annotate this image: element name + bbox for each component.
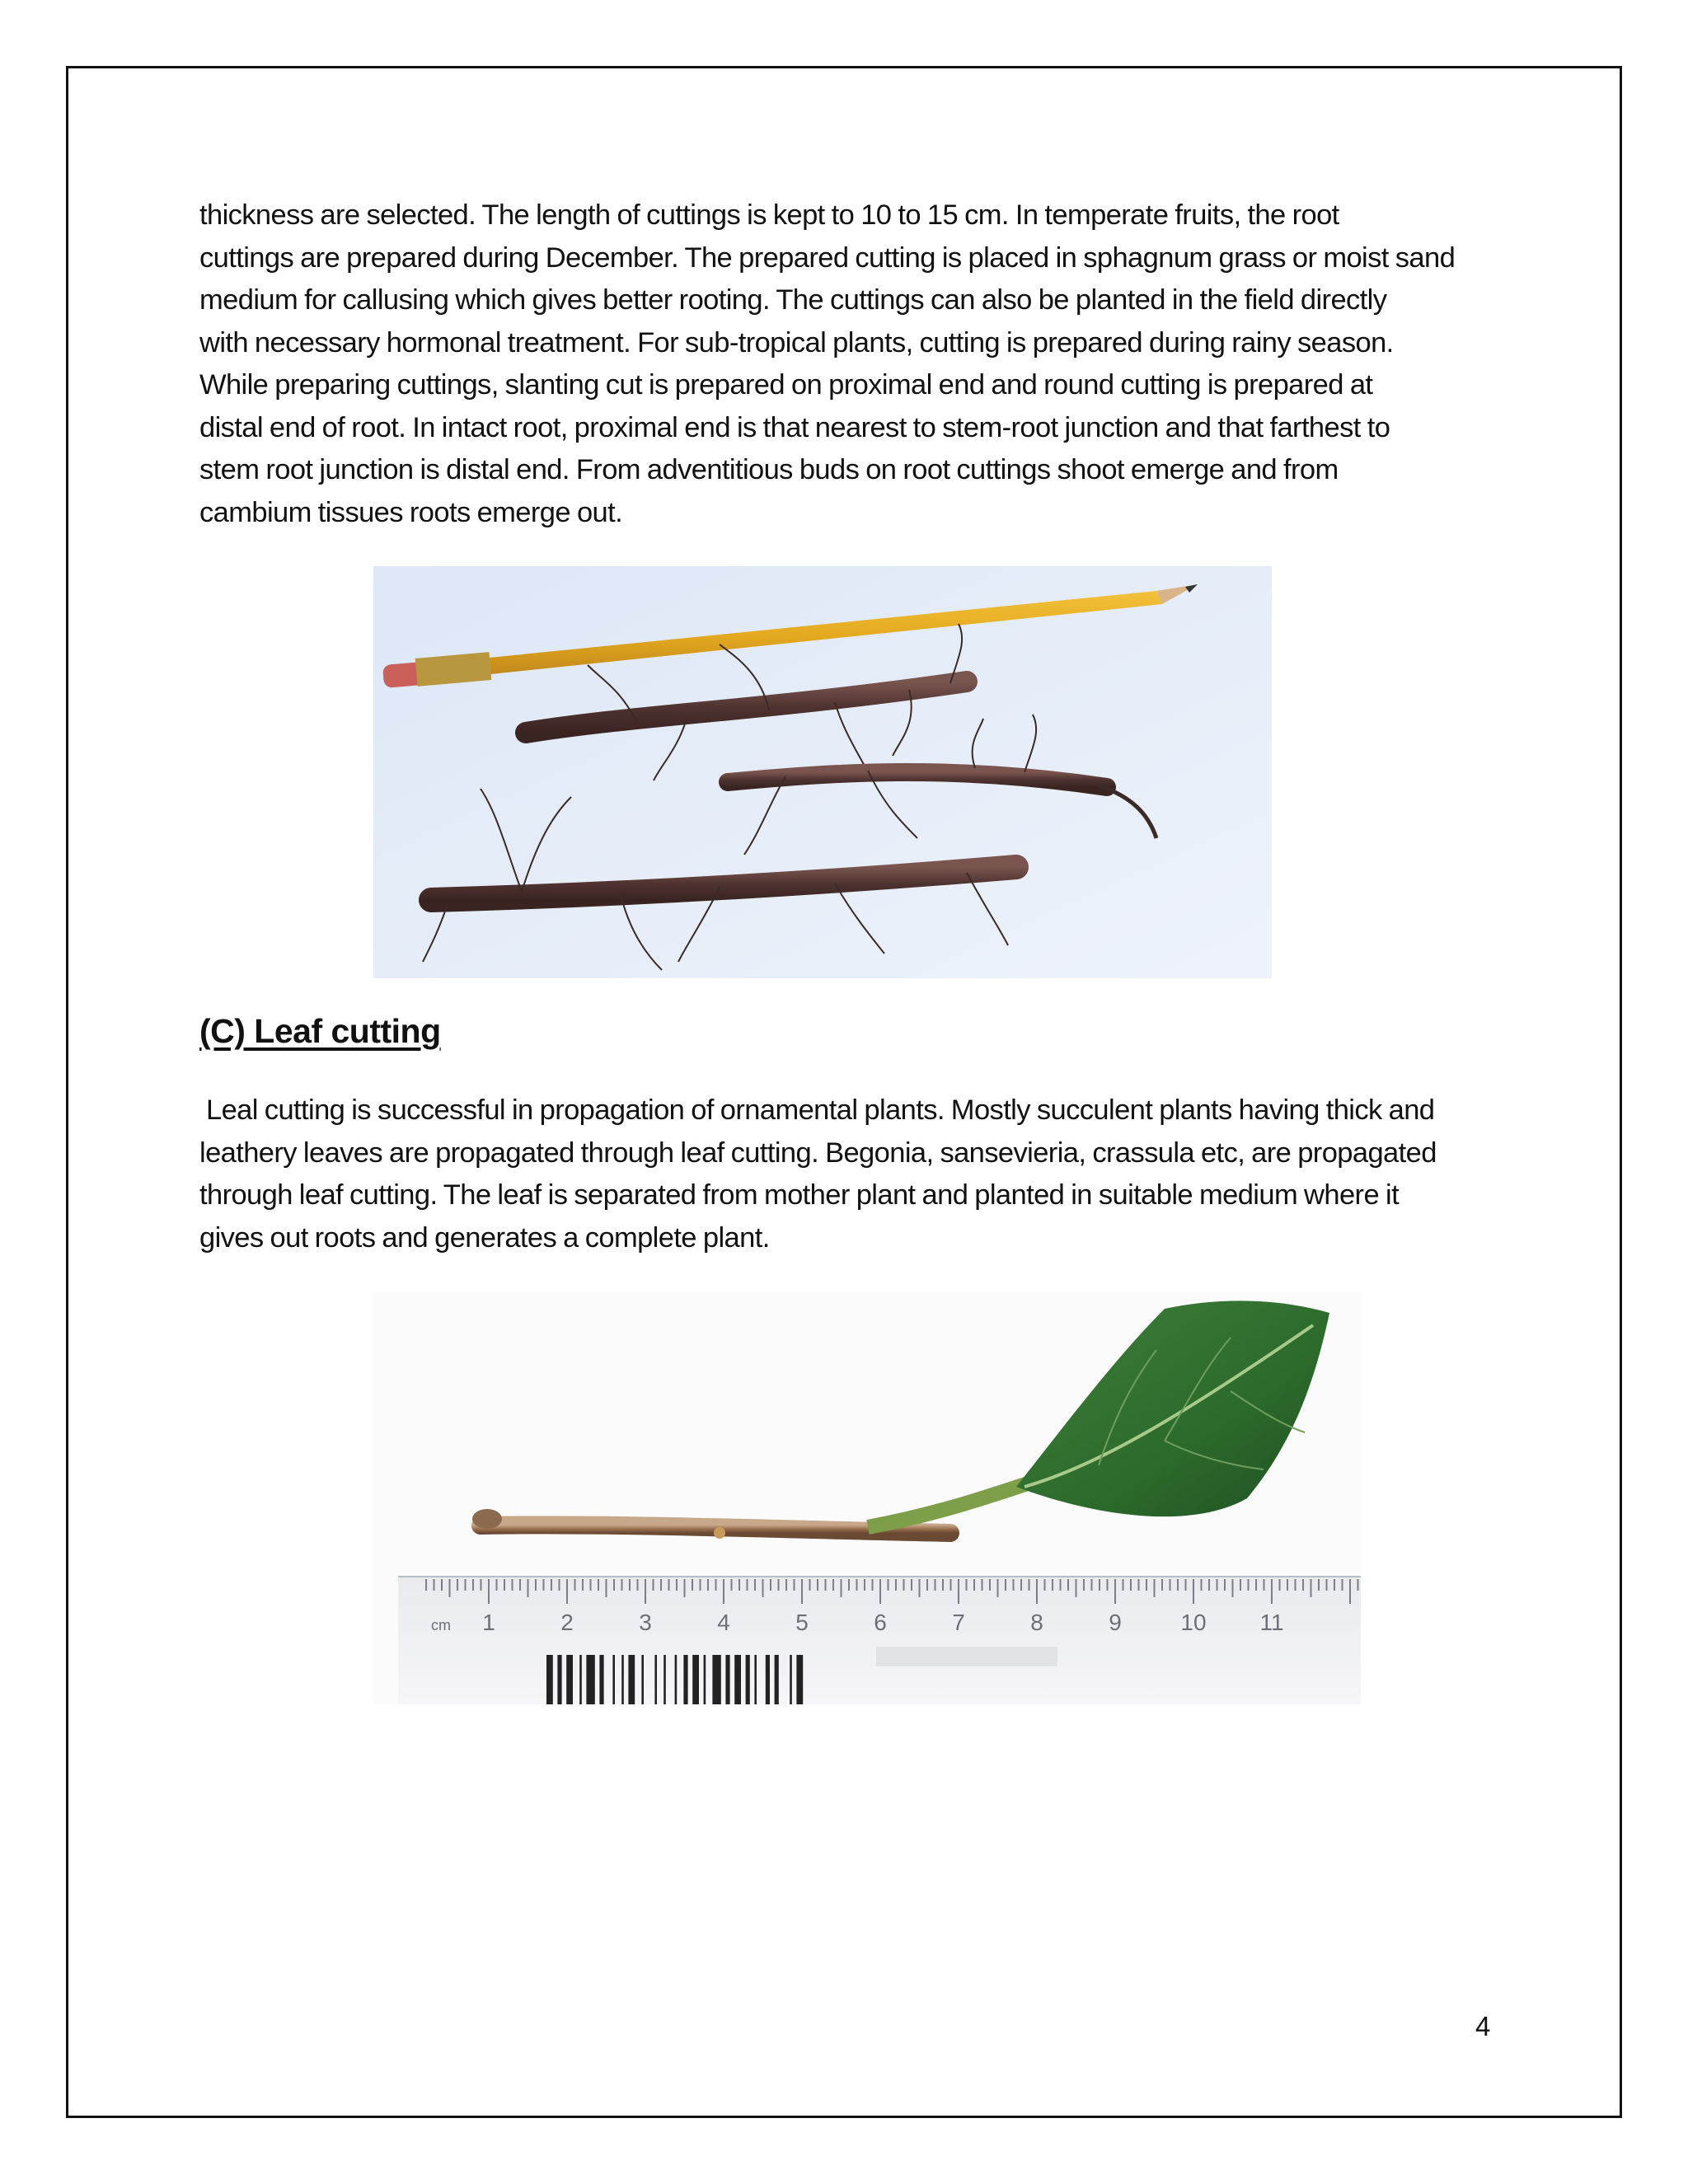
barcode-bar [775, 1655, 779, 1704]
text-line: cambium tissues roots emerge out. [199, 496, 623, 528]
barcode-bar [796, 1655, 803, 1704]
text-line: medium for callusing which gives better rooting. The cuttings can also be planted in the field directly [199, 284, 1387, 316]
barcode-bar [621, 1655, 624, 1704]
ruler-label: cm [431, 1617, 451, 1633]
ruler-label: 11 [1259, 1610, 1284, 1635]
barcode-bar [746, 1655, 750, 1704]
barcode-bar [599, 1655, 603, 1704]
text-line: with necessary hormonal treatment. For sub-tropical plants, cutting is prepared during rainy season. [199, 326, 1394, 359]
barcode-bar [712, 1655, 720, 1704]
text-line: gives out roots and generates a complete plant. [199, 1221, 770, 1254]
leaf-cutting-photo [373, 1292, 1361, 1704]
barcode-bar [692, 1655, 699, 1704]
ruler-label: 6 [874, 1610, 887, 1635]
barcode-bar [579, 1655, 582, 1704]
barcode-bar [557, 1655, 561, 1704]
ruler-label: 5 [795, 1610, 809, 1635]
ruler [398, 1577, 1361, 1704]
barcode-bar [663, 1655, 666, 1704]
barcode-bar [766, 1655, 770, 1704]
barcode-bar [675, 1655, 678, 1704]
text-line: stem root junction is distal end. From adventitious buds on root cuttings shoot emerge and from [199, 454, 1339, 485]
page-number: 4 [1475, 2011, 1491, 2041]
barcode-bar [790, 1655, 792, 1704]
ruler-label: 8 [1030, 1610, 1043, 1635]
ruler-label: 4 [717, 1610, 730, 1635]
barcode-bar [754, 1655, 757, 1704]
barcode-bar [704, 1655, 706, 1704]
root-cutting-paragraph [199, 194, 1502, 534]
ruler-label: 2 [560, 1610, 574, 1635]
text-line: While preparing cuttings, slanting cut is prepared on proximal end and round cutting is prepared at [199, 369, 1373, 401]
ruler-label: 7 [952, 1610, 965, 1635]
barcode-bar [725, 1655, 729, 1704]
barcode-bar [654, 1655, 657, 1704]
text-line: distal end of root. In intact root, proximal end is that nearest to stem-root junction and that farthest to [199, 411, 1390, 443]
text-line: through leaf cutting. The leaf is separated from mother plant and planted in suitable medium where it [199, 1179, 1400, 1211]
barcode-bar [734, 1655, 741, 1704]
leaf-cutting-paragraph [199, 1090, 1502, 1259]
text-line: Leal cutting is successful in propagation of ornamental plants. Mostly succulent plants having thick and [199, 1094, 1435, 1126]
text-line: leathery leaves are propagated through leaf cutting. Begonia, sansevieria, crassula etc, are propagated [199, 1137, 1437, 1169]
barcode-bar [546, 1655, 553, 1704]
text-line: cuttings are prepared during December. The prepared cutting is placed in sphagnum grass or moist sand [199, 241, 1456, 274]
ruler-label: 9 [1109, 1610, 1122, 1635]
ruler-label: 1 [482, 1610, 495, 1635]
ruler-label: 3 [639, 1610, 652, 1635]
barcode-bar [641, 1655, 644, 1704]
barcode-bar [628, 1655, 635, 1704]
text-line: thickness are selected. The length of cuttings is kept to 10 to 15 cm. In temperate fruits, the root [199, 199, 1339, 231]
barcode-bar [566, 1655, 573, 1704]
section-heading-leaf-cutting: (C) Leaf cutting [199, 1012, 441, 1050]
ruler-label: 10 [1180, 1610, 1207, 1635]
root-cuttings-photo [373, 566, 1272, 978]
barcode-bar [612, 1655, 615, 1704]
barcode-bar [683, 1655, 687, 1704]
barcode-bar [586, 1655, 594, 1704]
